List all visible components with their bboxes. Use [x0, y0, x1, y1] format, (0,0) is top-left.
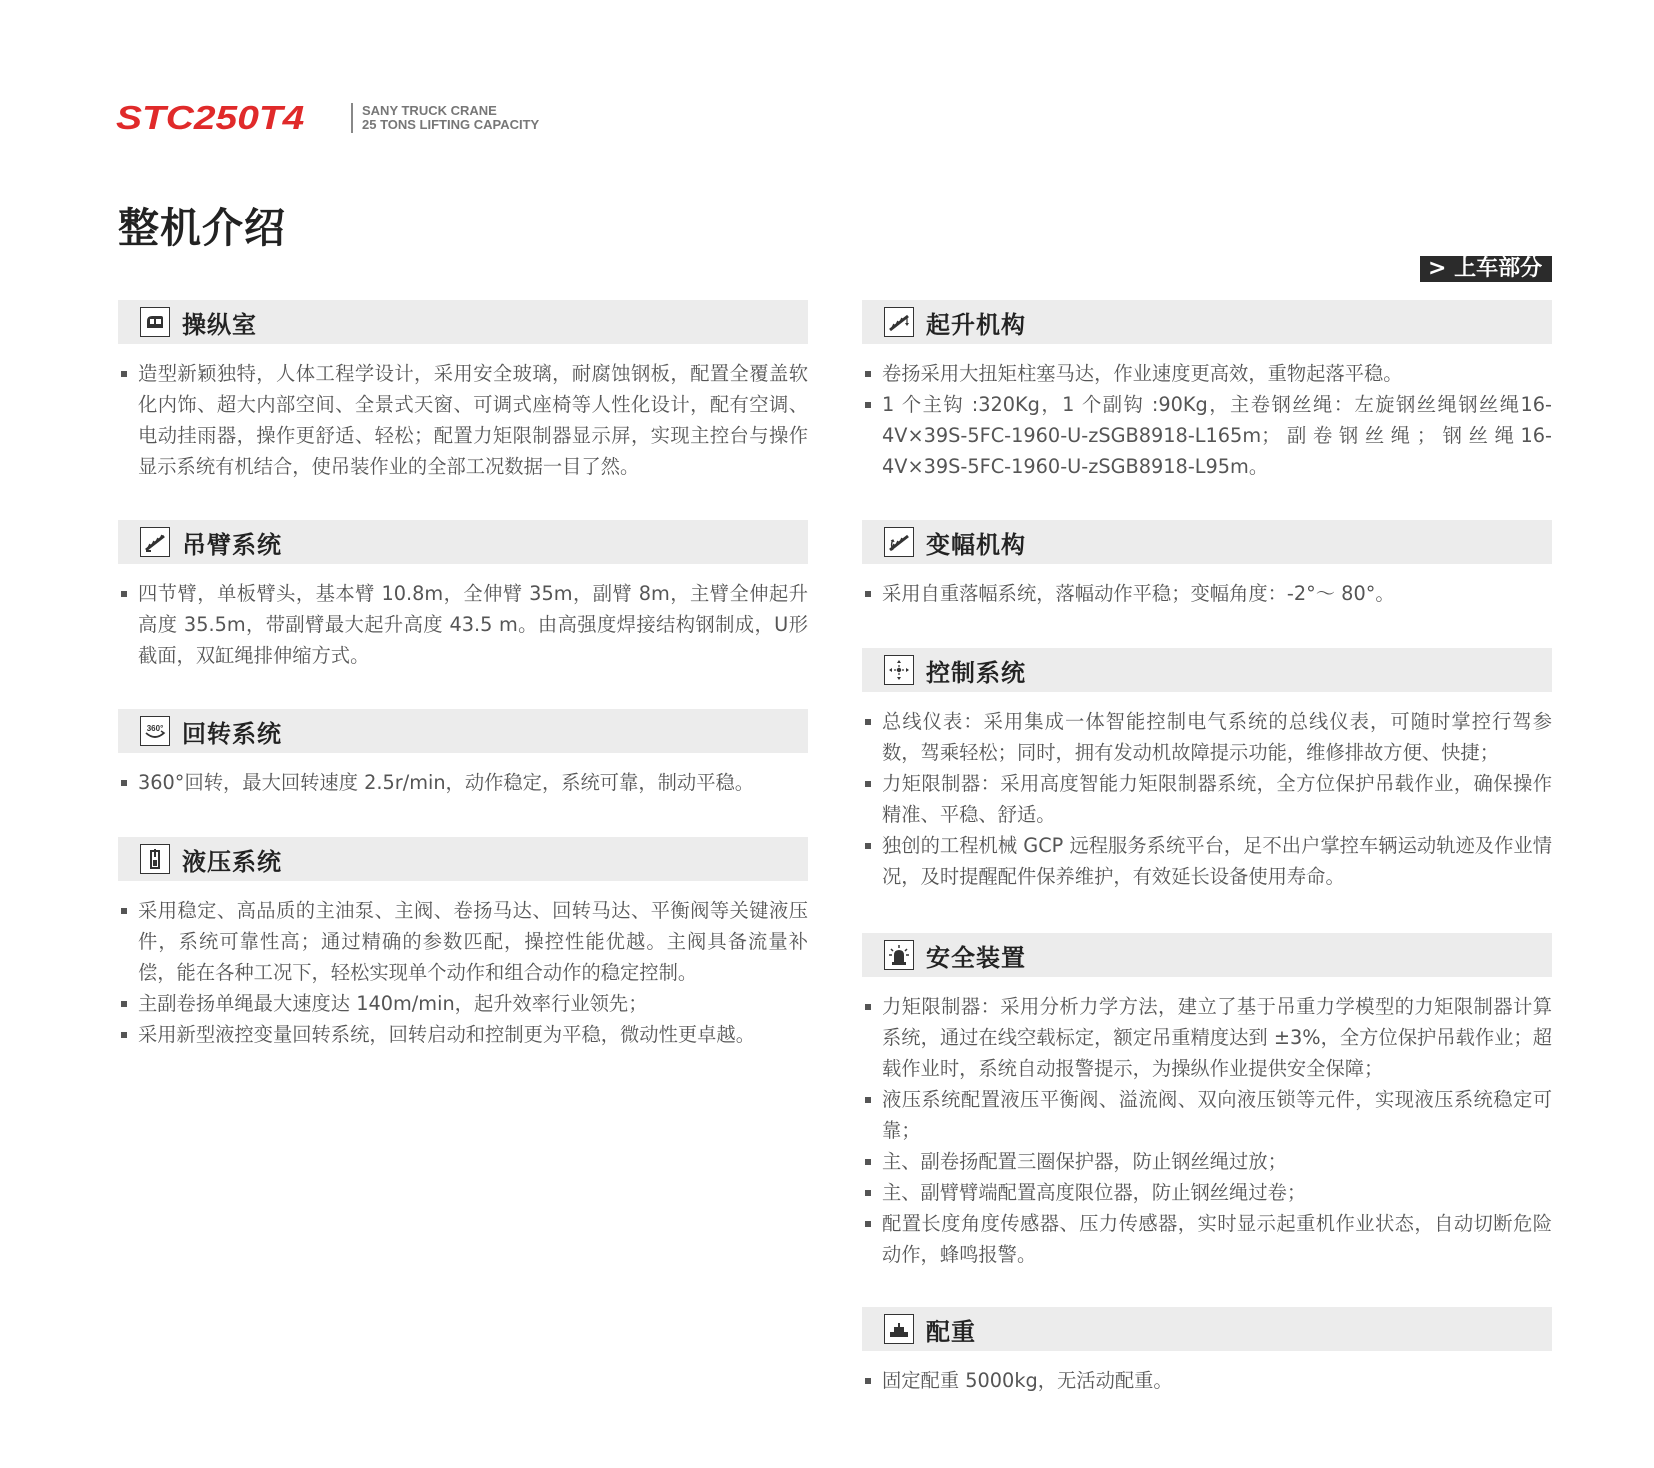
section-title: 起升机构 — [926, 310, 1026, 339]
list-item: 总线仪表：采用集成一体智能控制电气系统的总线仪表，可随时掌控行驾参数，驾乘轻松；同时，拥有发动机故障提示功能，维修排故方便、快捷； — [862, 706, 1552, 768]
section-hoist — [862, 300, 1552, 482]
page-title: 整机介绍 — [118, 204, 286, 252]
bullet-list — [862, 578, 1552, 609]
bullet-list — [118, 578, 808, 671]
section-header — [862, 933, 1552, 977]
rotate-360-icon — [140, 716, 170, 746]
counterweight-icon — [884, 1314, 914, 1344]
luffing-icon — [884, 527, 914, 557]
part-tag: > 上车部分 — [1420, 256, 1552, 282]
bullet-list — [862, 1365, 1552, 1396]
section-title: 配重 — [926, 1317, 976, 1346]
section-cab — [118, 300, 808, 482]
list-item: 液压系统配置液压平衡阀、溢流阀、双向液压锁等元件，实现液压系统稳定可靠； — [862, 1084, 1552, 1146]
section-counterweight — [862, 1307, 1552, 1396]
section-title: 回转系统 — [182, 719, 282, 748]
section-title: 液压系统 — [182, 847, 282, 876]
section-header — [118, 300, 808, 344]
cab-icon — [140, 307, 170, 337]
list-item: 力矩限制器：采用高度智能力矩限制器系统，全方位保护吊载作业，确保操作精准、平稳、舒适。 — [862, 768, 1552, 830]
section-header — [118, 709, 808, 753]
section-boom — [118, 520, 808, 671]
hydraulic-icon — [140, 844, 170, 874]
section-control — [862, 648, 1552, 892]
list-item: 力矩限制器：采用分析力学方法，建立了基于吊重力学模型的力矩限制器计算系统，通过在线空载标定，额定吊重精度达到 ±3%，全方位保护吊载作业；超载作业时，系统自动报警提示，为操纵作业提供安全保障； — [862, 991, 1552, 1084]
hoist-icon — [884, 307, 914, 337]
list-item: 配置长度角度传感器、压力传感器，实时显示起重机作业状态，自动切断危险动作，蜂鸣报警。 — [862, 1208, 1552, 1270]
bullet-list — [862, 358, 1552, 482]
list-item: 主、副卷扬配置三圈保护器，防止钢丝绳过放； — [862, 1146, 1552, 1177]
svg-text:360°: 360° — [146, 724, 164, 733]
list-item: 主副卷扬单绳最大速度达 140m/min，起升效率行业领先； — [118, 988, 808, 1019]
brand-subtitle-line2: 25 TONS LIFTING CAPACITY — [362, 117, 540, 132]
bullet-list — [118, 767, 808, 798]
alarm-icon — [884, 940, 914, 970]
bullet-list — [862, 991, 1552, 1270]
model-logo: STC250T4 — [116, 99, 305, 136]
bullet-list — [118, 358, 808, 482]
control-icon — [884, 655, 914, 685]
section-header — [862, 300, 1552, 344]
section-slewing — [118, 709, 808, 798]
section-header — [862, 520, 1552, 564]
brand-subtitle-line1: SANY TRUCK CRANE — [362, 103, 497, 118]
section-header — [118, 837, 808, 881]
section-title: 操纵室 — [182, 310, 257, 339]
bullet-list — [118, 895, 808, 1050]
section-title: 控制系统 — [926, 658, 1026, 687]
brand-header — [116, 98, 539, 138]
section-title: 变幅机构 — [926, 530, 1026, 559]
list-item: 固定配重 5000kg，无活动配重。 — [862, 1365, 1552, 1396]
bullet-list — [862, 706, 1552, 892]
section-safety — [862, 933, 1552, 1270]
list-item: 卷扬采用大扭矩柱塞马达，作业速度更高效，重物起落平稳。 — [862, 358, 1552, 389]
list-item: 1 个主钩 :320Kg，1 个副钩 :90Kg，主卷钢丝绳：左旋钢丝绳钢丝绳16-4V×39S-5FC-1960-U-zSGB8918-L165m；副卷钢丝绳；钢丝绳16-4V×39S-5FC-1960-U-zSGB8918-L95m。 — [862, 389, 1552, 482]
boom-icon — [140, 527, 170, 557]
section-hydraulic — [118, 837, 808, 1050]
section-header — [862, 648, 1552, 692]
section-header — [862, 1307, 1552, 1351]
list-item: 主、副臂臂端配置高度限位器，防止钢丝绳过卷； — [862, 1177, 1552, 1208]
section-title: 安全装置 — [926, 943, 1026, 972]
list-item: 360°回转，最大回转速度 2.5r/min，动作稳定，系统可靠，制动平稳。 — [118, 767, 808, 798]
section-header — [118, 520, 808, 564]
list-item: 造型新颖独特，人体工程学设计，采用安全玻璃，耐腐蚀钢板，配置全覆盖软化内饰、超大内部空间、全景式天窗、可调式座椅等人性化设计，配有空调、电动挂雨器，操作更舒适、轻松；配置力矩限制器显示屏，实现主控台与操作显示系统有机结合，使吊装作业的全部工况数据一目了然。 — [118, 358, 808, 482]
list-item: 采用自重落幅系统，落幅动作平稳；变幅角度：-2°～ 80°。 — [862, 578, 1552, 609]
section-title: 吊臂系统 — [182, 530, 282, 559]
list-item: 采用新型液控变量回转系统，回转启动和控制更为平稳，微动性更卓越。 — [118, 1019, 808, 1050]
list-item: 独创的工程机械 GCP 远程服务系统平台，足不出户掌控车辆运动轨迹及作业情况，及时提醒配件保养维护，有效延长设备使用寿命。 — [862, 830, 1552, 892]
list-item: 采用稳定、高品质的主油泵、主阀、卷扬马达、回转马达、平衡阀等关键液压件，系统可靠性高；通过精确的参数匹配，操控性能优越。主阀具备流量补偿，能在各种工况下，轻松实现单个动作和组合动作的稳定控制。 — [118, 895, 808, 988]
section-luffing — [862, 520, 1552, 609]
list-item: 四节臂，单板臂头，基本臂 10.8m，全伸臂 35m，副臂 8m，主臂全伸起升高度 35.5m，带副臂最大起升高度 43.5 m。由高强度焊接结构钢制成，U形截面，双缸绳排伸缩方式。 — [118, 578, 808, 671]
